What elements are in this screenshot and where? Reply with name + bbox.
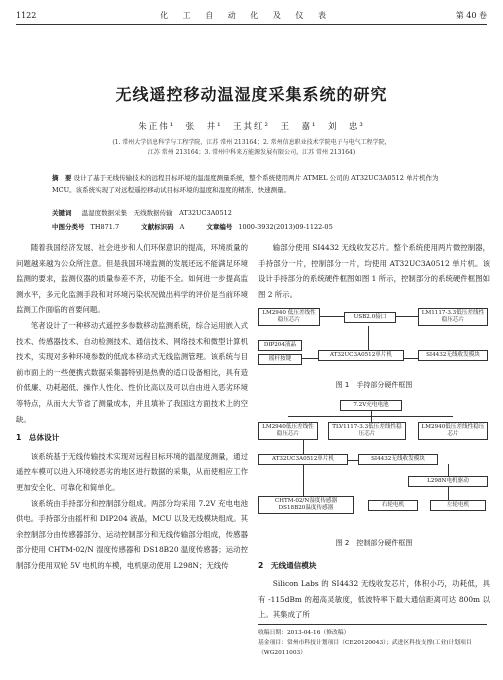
running-header — [16, 8, 487, 22]
abstract-text: 设计了基于无线传输技术的远程目标环境的温湿度测量系统，整个系统使用两片 ATMEL 公司的 AT32UC3A0512 单片机作为 MCU。该系统实现了对远程遥控移动试目标环境的温度和湿度的精准、快速测量。 — [52, 174, 439, 194]
fig2-box: SI4432无线收发模块 — [358, 454, 438, 465]
fig1-box: AT32UC3A0512单片机 — [318, 350, 404, 361]
affiliation-line: (1. 常州大学信息科学与工程学院，江苏 常州 213164；2. 常州信息职业技术学院电子与电气工程学院， — [112, 139, 391, 146]
connector — [320, 316, 344, 317]
fig2-box: LM2940低压差线性稳压芯片 — [258, 422, 318, 440]
fig2-box: LM2940低压差线性稳压芯片 — [418, 422, 488, 440]
section-heading: 2 无线通信模块 — [258, 560, 317, 570]
journal-name: 化 工 自 动 化 及 仪 表 — [160, 10, 332, 20]
header-rule — [16, 24, 487, 25]
funding-info: 基金项目：常州市科技计划项目（CE20120043）；武进区科技支撑(工业)计划项目（WG2011003） — [258, 640, 472, 656]
paragraph: Silicon Labs 的 SI4432 无线收发芯片，体积小巧，功耗低，具有 -115dBm 的超高灵敏度，低波特率下最大通信距离可达 800m 以上。其集成了所 — [258, 579, 490, 620]
keywords-text: 温湿度数据采集 无线数据传输 AT32UC3A0512 — [81, 209, 232, 217]
affiliation-line: 江苏 常州 213164；3. 常州中科来方能源发展有限公司，江苏 常州 213164) — [147, 149, 356, 156]
connector — [368, 326, 369, 350]
connector — [288, 416, 453, 417]
abstract — [52, 172, 459, 196]
paragraph: 该系统基于无线传输技术实现对远程目标环境的温湿度测量，通过遥控车模可以进入环境较恶劣的地区进行数据的采集，从而使相应工作更加安全化、可靠化和简单化。 — [16, 451, 248, 492]
fig2-box: TLV1117-3.3低压差线性稳压芯片 — [328, 422, 406, 440]
connector — [348, 460, 358, 461]
footnote — [258, 624, 487, 658]
paragraph: 笔者设计了一种移动式遥控多参数移动监测系统，综合运用嵌入式技术、传感器技术、自动检测技术、通信技术、网络技术和微型计算机技术，实现对多种环境参数的低成本移动式无线监测管理。该系统与目前市面上的一些便携式数据采集器特别是热费的适口设备相比，具有造价低廉、功耗超低、操作人性化、性价比高以及可以自由进入恶劣环境等特点，从而大大节省了测量成本，并且填补了我国这方面技术上的空缺。 — [16, 320, 248, 424]
volume: 第 40 卷 — [455, 10, 487, 20]
meta-item: 文献标识码 A — [141, 223, 185, 231]
fig1-box: SI4432无线收发模块 — [418, 350, 488, 361]
connector — [448, 464, 449, 476]
fig2-box: 7.2V充电电池 — [340, 400, 402, 411]
fig1-box: 摇杆按键 — [258, 354, 302, 365]
figure-2-caption: 图 2 控制部分硬件框图 — [335, 538, 413, 547]
fig2-box: 左轮电机 — [430, 500, 486, 511]
classification-meta — [52, 222, 459, 231]
fig1-box: LM1117-3.3低压差线性稳压芯片 — [418, 308, 488, 326]
keywords — [52, 208, 232, 217]
fig2-box: L298N电机驱动 — [408, 476, 488, 487]
fig1-box: LM2940 低压差线性稳压芯片 — [258, 308, 320, 326]
paragraph: 该系统由手持部分和控制部分组成。两部分均采用 7.2V 充电电池供电。手持部分由摇杆和 DIP204 液晶，MCU 以及无线模块组成。其余控制部分由传感器部分、运动控制部分和无线传输部分组成，传感器部分使用 CHTM-02/N 湿度传感器和 DS18B20 温度传感器；运动控制部分使用双轮 5V 电机的车模，电机驱动使用 L298N；无线传 — [16, 498, 248, 570]
fig2-box: 右轮电机 — [368, 500, 418, 511]
paper-title: 无线遥控移动温湿度采集系统的研究 — [115, 85, 388, 104]
connector — [448, 486, 449, 500]
abstract-label: 摘 要 — [52, 174, 72, 182]
connector — [303, 464, 304, 496]
connector — [303, 440, 304, 454]
affiliations — [40, 138, 463, 158]
figure-1-diagram — [258, 306, 490, 376]
fig1-box: DIP204液晶 — [258, 340, 302, 351]
fig2-box: AT32UC3A0512单片机 — [258, 454, 348, 465]
page-number: 1122 — [16, 10, 37, 20]
paragraph: 输部分使用 SI4432 无线收发芯片。整个系统使用两片微控制器，手持部分一片，控制部分一片，均使用 AT32UC3A0512 单片机。该设计手持部分的系统硬件框图如图 1 所示，控制部分的系统硬件框图如图 2 所示。 — [258, 243, 490, 299]
right-column — [258, 240, 490, 623]
authors: 朱正伟¹ 张 井¹ 王其红² 王 嘉¹ 刘 忠³ — [138, 122, 365, 132]
left-column — [16, 240, 248, 573]
fig2-box: CHTM-02/N湿度传感器 DS18B20温度传感器 — [258, 496, 354, 514]
keywords-label: 关键词 — [52, 209, 72, 217]
connector — [396, 316, 418, 317]
meta-item: 文章编号 1000-3932(2013)09-1122-05 — [206, 223, 333, 231]
figure-1-caption: 图 1 手持部分硬件框图 — [335, 381, 413, 390]
section-heading: 1 总体设计 — [16, 433, 60, 443]
connector — [404, 358, 418, 359]
fig1-box: USB2.0接口 — [344, 312, 396, 323]
figure-2-diagram — [258, 400, 490, 534]
meta-item: 中图分类号 TH871.7 — [52, 223, 120, 231]
connector — [302, 358, 318, 359]
paragraph: 随着我国经济发展、社会进步和人们环保意识的提高，环境质量的问题越来越为公众所注意。但是我国环境监测的发展还远不能满足环境监测的要求，监测仪器的质量参差不齐，功能不全。如何进一步提高监测水平，多元化监测手段和对环境污染状况做出科学的评价是当前环境监测工作面临的首要问题。 — [16, 243, 248, 315]
received-date: 收稿日期：2013-04-16（修改稿） — [258, 630, 350, 636]
